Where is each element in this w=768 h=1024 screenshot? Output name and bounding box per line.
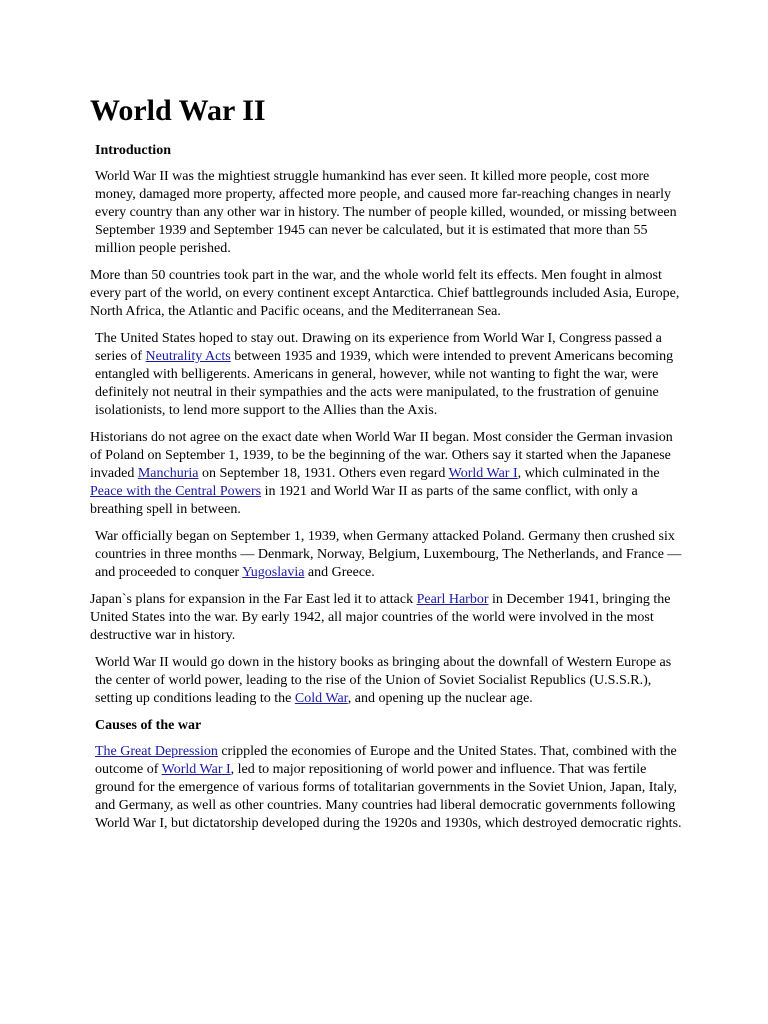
paragraph-7 <box>95 654 682 708</box>
text-span: in December 1941, bringing the United States into the war. By early 1942, all major countries of the world were involved in the most destructive war in history. <box>90 592 671 643</box>
link-neutrality-acts[interactable]: Neutrality Acts <box>145 349 231 364</box>
link-peace-central-powers[interactable]: Peace with the Central Powers <box>90 484 262 499</box>
link-world-war-i[interactable]: World War I <box>161 762 231 777</box>
paragraph-3 <box>95 330 682 420</box>
link-world-war-i[interactable]: World War I <box>448 466 518 481</box>
text-span: , which culminated in the <box>517 466 660 481</box>
link-cold-war[interactable]: Cold War <box>294 691 348 706</box>
paragraph-8 <box>95 743 682 833</box>
section-heading-causes: Causes of the war <box>95 718 202 733</box>
paragraph-4 <box>90 429 682 519</box>
text-span: and Greece. <box>304 565 375 580</box>
document-page <box>90 92 682 842</box>
link-great-depression[interactable]: The Great Depression <box>95 744 218 759</box>
section-heading-introduction: Introduction <box>95 143 171 158</box>
text-span: Historians do not agree on the exact date when World War II began. Most consider the German invasion of Poland on September 1, 1939, to be the beginning of the war. Others say it started when the Japanese invaded <box>90 430 673 481</box>
text-span: on September 18, 1931. Others even regard <box>198 466 449 481</box>
text-span: , led to major repositioning of world power and influence. That was fertile ground for the emergence of various forms of totalitarian governments in the Soviet Union, Japan, Italy, and Germany, as well as other countries. Many countries had liberal democratic governments following World War I, but dictatorship developed during the 1920s and 1930s, which destroyed democratic rights. <box>95 762 682 831</box>
text-span: The United States hoped to stay out. Drawing on its experience from World War I, Congress passed a series of <box>95 331 662 364</box>
text-span: Japan`s plans for expansion in the Far East led it to attack <box>90 592 417 607</box>
text-span: between 1935 and 1939, which were intended to prevent Americans becoming entangled with belligerents. Americans in general, however, while not wanting to fight the war, were definitely not neutral in their sympathies and the acts were manipulated, to the frustration of genuine isolationists, to lend more support to the Allies than the Axis. <box>95 349 674 418</box>
paragraph-1: World War II was the mightiest struggle humankind has ever seen. It killed more people, cost more money, damaged more property, affected more people, and caused more far-reaching changes in nearly every country than any other war in history. The number of people killed, wounded, or missing between September 1939 and September 1945 can never be calculated, but it is estimated that more than 55 million people perished. <box>95 169 677 256</box>
text-span: War officially began on September 1, 1939, when Germany attacked Poland. Germany then crushed six countries in three months — Denmark, Norway, Belgium, Luxembourg, The Netherlands, and France — and proceeded to conquer <box>95 529 682 580</box>
text-span: World War II would go down in the history books as bringing about the downfall of Western Europe as the center of world power, leading to the rise of the Union of Soviet Socialist Republics (U.S.S.R.), setting up conditions leading to the <box>95 655 672 706</box>
page-title: World War II <box>90 94 266 127</box>
link-manchuria[interactable]: Manchuria <box>137 466 199 481</box>
text-span: , and opening up the nuclear age. <box>347 691 533 706</box>
text-span: in 1921 and World War II as parts of the same conflict, with only a breathing spell in between. <box>90 484 638 517</box>
link-pearl-harbor[interactable]: Pearl Harbor <box>416 592 489 607</box>
paragraph-2: More than 50 countries took part in the war, and the whole world felt its effects. Men fought in almost every part of the world, on every continent except Antarctica. Chief battlegrounds included Asia, Europe, North Africa, the Atlantic and Pacific oceans, and the Mediterranean Sea. <box>90 268 680 319</box>
paragraph-6 <box>90 591 682 645</box>
paragraph-5 <box>95 528 682 582</box>
text-span: crippled the economies of Europe and the United States. That, combined with the outcome of <box>95 744 677 777</box>
link-yugoslavia[interactable]: Yugoslavia <box>242 565 305 580</box>
